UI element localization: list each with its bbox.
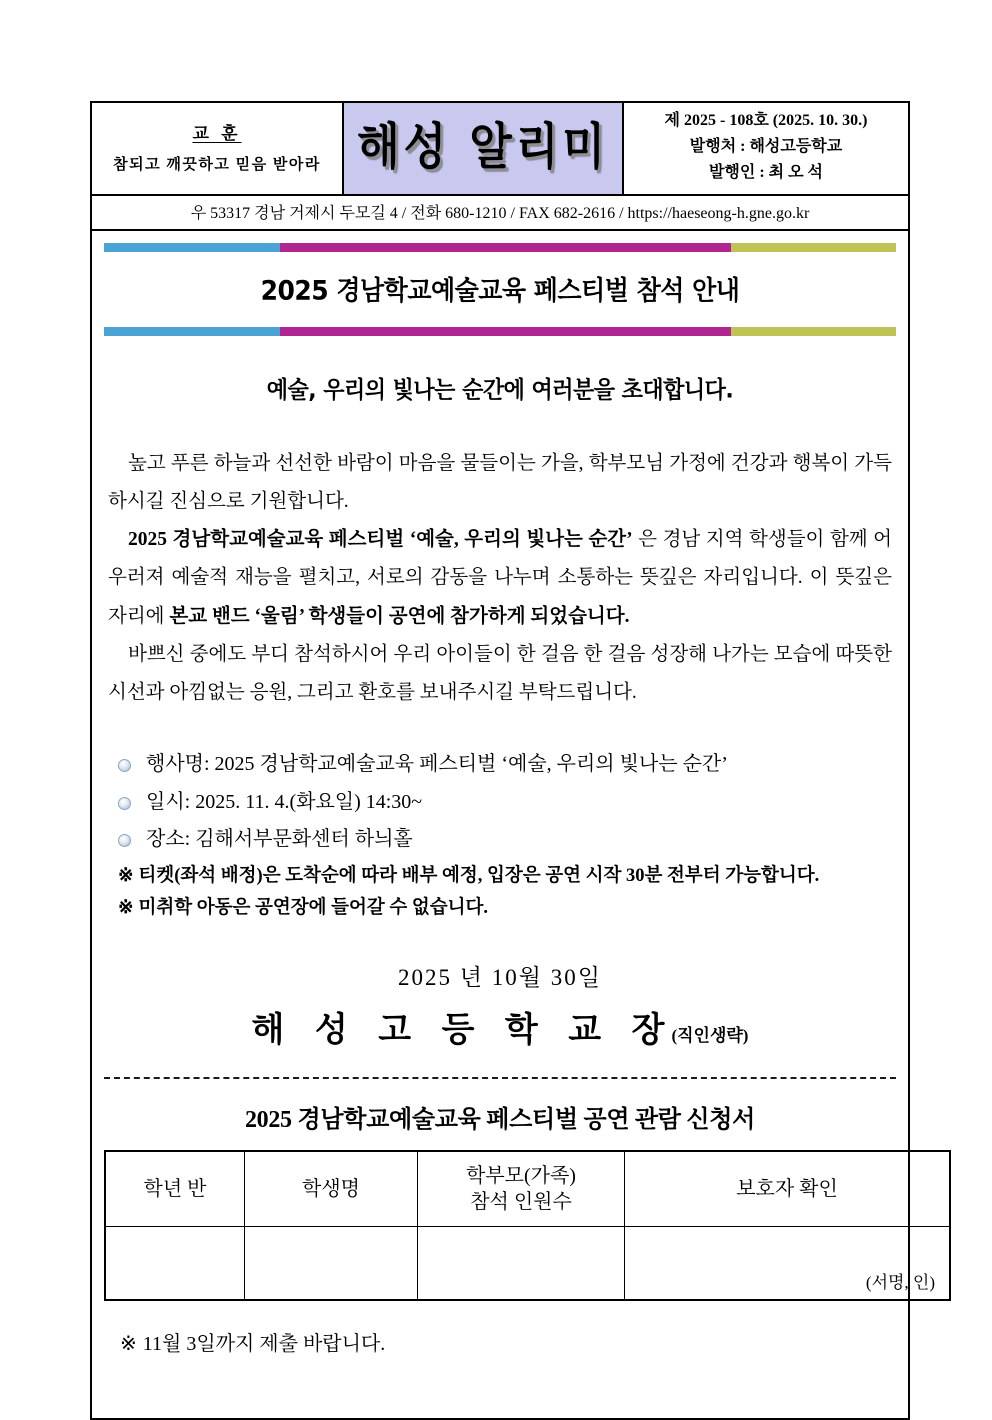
detail-colon: : — [184, 828, 196, 851]
body-paragraph-3: 바쁘신 중에도 부디 참석하시어 우리 아이들이 한 걸음 한 걸음 성장해 나가는 모습에 따뜻한 시선과 아낌없는 응원, 그리고 환호를 보내주시길 부탁드립니다. — [108, 643, 892, 704]
body-paragraph-1: 높고 푸른 하늘과 선선한 바람이 마음을 물들이는 가을, 학부모님 가정에 건강과 행복이 가득하시길 진심으로 기원합니다. — [108, 452, 892, 512]
seal-omitted-note: (직인생략) — [671, 1025, 749, 1045]
newsletter-banner — [344, 103, 624, 194]
cell-attendee-count[interactable] — [418, 1226, 625, 1300]
issue-date: 2025 년 10월 30일 — [398, 964, 602, 990]
body-paragraph-2 — [104, 521, 896, 636]
event-date-value: 2025. 11. 4.(화요일) 14:30~ — [195, 790, 423, 813]
cell-student-name[interactable] — [245, 1226, 418, 1300]
application-form-table — [104, 1150, 951, 1301]
festival-name-bold: 2025 경남학교예술교육 페스티벌 ‘예술, 우리의 빛나는 순간’ — [128, 529, 633, 551]
cell-guardian-signature[interactable]: (서명, 인) — [625, 1226, 951, 1300]
publisher-org: 발행처 : 해성고등학교 — [689, 137, 843, 155]
school-signature — [104, 992, 896, 1051]
event-date-label: 일시 — [146, 790, 185, 813]
attendee-count-line-2: 참석 인원수 — [470, 1190, 572, 1213]
application-form-title: 2025 경남학교예술교육 페스티벌 공연 관람 신청서 — [244, 1106, 756, 1133]
note-ticket-text: 티켓(좌석 배정)은 도착순에 따라 배부 예정, 입장은 공연 시작 30분 전부터 가능합니다. — [138, 866, 820, 887]
submission-deadline-note — [104, 1301, 896, 1356]
cell-grade-class[interactable] — [105, 1226, 245, 1300]
page-title: 2025 경남학교예술교육 페스티벌 참석 안내 — [260, 274, 740, 306]
document-page — [90, 101, 935, 1420]
reference-mark-icon: ※ — [120, 1332, 137, 1355]
column-header-student-name: 학생명 — [245, 1151, 418, 1227]
list-item-event-date — [118, 784, 892, 822]
bullet-circle-icon — [118, 797, 131, 810]
event-venue-label: 장소 — [146, 828, 185, 851]
column-header-attendee-count — [418, 1151, 625, 1227]
detail-colon: : — [184, 790, 196, 813]
event-notes — [104, 861, 896, 925]
newsletter-title: 해성 알리미 — [357, 119, 609, 177]
bottom-spacer — [104, 1356, 896, 1418]
school-address-bar: 우 53317 경남 거제시 두모길 4 / 전화 680-1210 / FAX 682-2616 / https://haeseong-h.gne.go.kr — [92, 196, 908, 231]
note-children — [118, 893, 892, 925]
list-item-event-name — [118, 746, 892, 784]
note-ticket — [118, 861, 892, 893]
band-participation-bold: 본교 밴드 ‘울림’ 학생들이 공연에 참가하게 되었습니다. — [169, 605, 630, 627]
event-name-value: 2025 경남학교예술교육 페스티벌 ‘예술, 우리의 빛나는 순간’ — [214, 753, 728, 776]
issue-info-block — [624, 103, 908, 194]
attendee-count-line-1: 학부모(가족) — [466, 1164, 576, 1187]
issue-number: 제 2025 - 108호 (2025. 10. 30.) — [664, 112, 868, 129]
table-row — [105, 1226, 950, 1300]
motto-text: 참되고 깨끗하고 믿음 받아라 — [113, 157, 321, 174]
reference-mark-icon: ※ — [118, 897, 134, 918]
column-header-guardian-confirm: 보호자 확인 — [625, 1151, 951, 1227]
school-motto-block — [92, 103, 344, 194]
table-header-row — [105, 1151, 950, 1227]
event-name-label: 행사명 — [146, 753, 204, 776]
bullet-circle-icon — [118, 834, 131, 847]
submission-deadline-text: 11월 3일까지 제출 바랍니다. — [142, 1332, 386, 1355]
note-children-text: 미취학 아동은 공연장에 들어갈 수 없습니다. — [138, 897, 488, 918]
detail-colon: : — [203, 753, 215, 776]
school-principal-title: 해 성 고 등 학 교 장 — [251, 1011, 676, 1049]
list-item-event-venue — [118, 821, 892, 859]
column-header-grade-class: 학년 반 — [105, 1151, 245, 1227]
event-venue-value: 김해서부문화센터 하늬홀 — [195, 828, 413, 851]
document-content — [92, 243, 935, 1418]
masthead — [92, 103, 908, 196]
event-details-list — [104, 746, 896, 859]
motto-title: 교 훈 — [192, 124, 242, 144]
publisher-person: 발행인 : 최 오 석 — [708, 163, 824, 181]
invitation-subtitle: 예술, 우리의 빛나는 순간에 여러분을 초대합니다. — [266, 377, 734, 404]
bullet-circle-icon — [118, 759, 131, 772]
reference-mark-icon: ※ — [118, 866, 134, 887]
paragraph-2-middle: 은 경남 지역 학생들이 함께 어우러져 예술적 재능을 펼치고, 서로의 감동을 나누며 소통하는 뜻깊은 자리입니다. 이 뜻깊은 자리에 — [108, 529, 893, 627]
